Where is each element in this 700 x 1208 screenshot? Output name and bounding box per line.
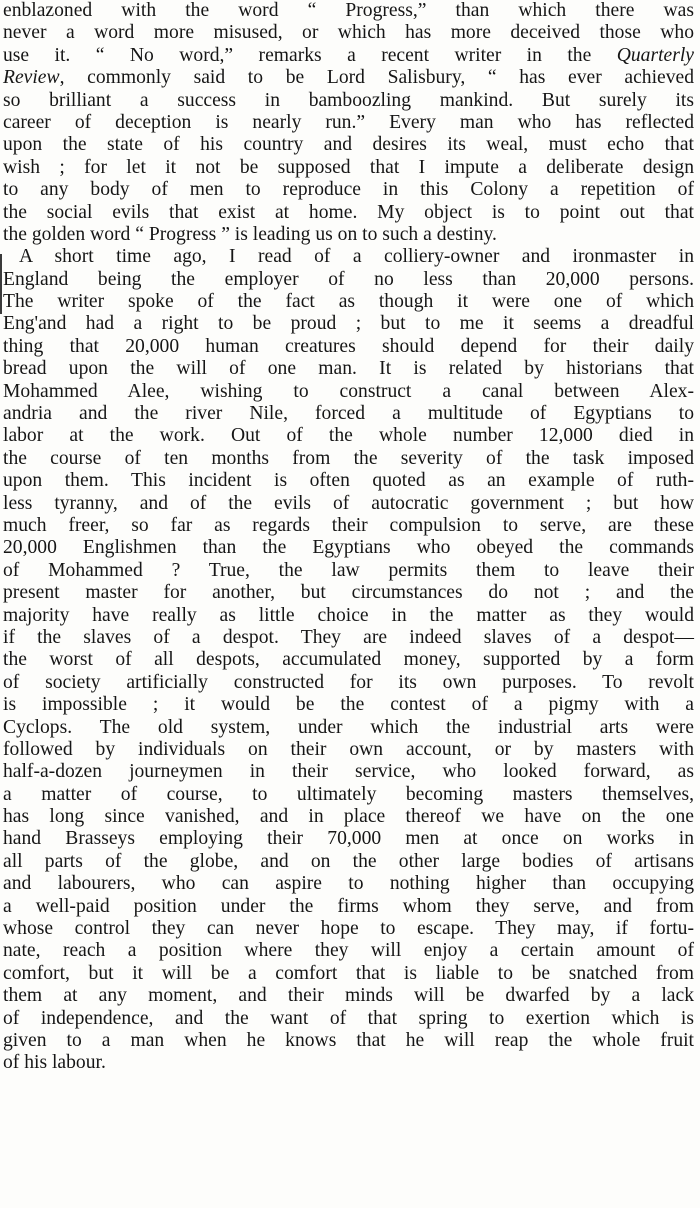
- text-line: hand Brasseys employing their 70,000 men at once on works in: [3, 828, 694, 850]
- text-line: Review, commonly said to be Lord Salisbury, “ has ever achieved: [3, 67, 694, 89]
- text-line: thing that 20,000 human creatures should depend for their daily: [3, 335, 694, 357]
- text-line: comfort, but it will be a comfort that is liable to be snatched from: [3, 962, 694, 984]
- text-line: has long since vanished, and in place thereof we have on the one: [3, 806, 694, 828]
- text-line: of his labour.: [3, 1052, 106, 1074]
- text-line: if the slaves of a despot. They are indeed slaves of a despot—: [3, 626, 694, 648]
- text-line: the worst of all despots, accumulated money, supported by a form: [3, 649, 694, 671]
- text-line: enblazoned with the word “ Progress,” than which there was: [3, 0, 694, 21]
- text-line: the course of ten months from the severity of the task imposed: [3, 447, 694, 469]
- text-line: given to a man when he knows that he will reap the whole fruit: [3, 1029, 694, 1051]
- text-line: The writer spoke of the fact as though it were one of which: [3, 291, 694, 313]
- text-line: so brilliant a success in bamboozling mankind. But surely its: [3, 89, 694, 111]
- text-line: followed by individuals on their own account, or by masters with: [3, 738, 694, 760]
- text-line: Mohammed Alee, wishing to construct a canal between Alex-: [3, 380, 694, 402]
- text-line: is impossible ; it would be the contest of a pigmy with a: [3, 694, 694, 716]
- text-line: Eng'and had a right to be proud ; but to me it seems a dreadful: [3, 313, 694, 335]
- text-line: the social evils that exist at home. My object is to point out that: [3, 201, 694, 223]
- text-line: less tyranny, and of the evils of autocratic government ; but how: [3, 492, 694, 514]
- text-line: andria and the river Nile, forced a multitude of Egyptians to: [3, 403, 694, 425]
- text-line: England being the employer of no less than 20,000 persons.: [3, 268, 694, 290]
- text-line: whose control they can never hope to escape. They may, if fortu-: [3, 918, 694, 940]
- text-line: to any body of men to reproduce in this Colony a repetition of: [3, 179, 694, 201]
- text-line: present master for another, but circumstances do not ; and the: [3, 582, 694, 604]
- text-line: of independence, and the want of that spring to exertion which is: [3, 1007, 694, 1029]
- text-line: much freer, so far as regards their compulsion to serve, are these: [3, 514, 694, 536]
- text-line: a matter of course, to ultimately becoming masters themselves,: [3, 783, 694, 805]
- text-line: A short time ago, I read of a colliery-owner and ironmaster in: [19, 246, 694, 268]
- paragraph-1: [3, 0, 694, 246]
- text-line: and labourers, who can aspire to nothing higher than occupying: [3, 873, 694, 895]
- text-line: all parts of the globe, and on the other large bodies of artisans: [3, 850, 694, 872]
- text-line: them at any moment, and their minds will be dwarfed by a lack: [3, 985, 694, 1007]
- text-line: labor at the work. Out of the whole number 12,000 died in: [3, 425, 694, 447]
- text-line: majority have really as little choice in the matter as they would: [3, 604, 694, 626]
- text-line: of Mohammed ? True, the law permits them to leave their: [3, 559, 694, 581]
- text-line: never a word more misused, or which has more deceived those who: [3, 22, 694, 44]
- text-line: a well-paid position under the firms whom they serve, and from: [3, 895, 694, 917]
- column-rule: [0, 254, 2, 314]
- text-line: of society artificially constructed for its own purposes. To revolt: [3, 671, 694, 693]
- text-line: upon the state of his country and desires its weal, must echo that: [3, 134, 694, 156]
- paragraph-2: [3, 246, 694, 1074]
- text-line: 20,000 Englishmen than the Egyptians who obeyed the commands: [3, 537, 694, 559]
- text-line: half-a-dozen journeymen in their service, who looked forward, as: [3, 761, 694, 783]
- text-line: nate, reach a position where they will enjoy a certain amount of: [3, 940, 694, 962]
- text-line: use it. “ No word,” remarks a recent writer in the Quarterly: [3, 44, 694, 66]
- text-line: career of deception is nearly run.” Every man who has reflected: [3, 111, 694, 133]
- text-line: upon them. This incident is often quoted as an example of ruth-: [3, 470, 694, 492]
- text-line: Cyclops. The old system, under which the industrial arts were: [3, 716, 694, 738]
- text-line: wish ; for let it not be supposed that I impute a deliberate design: [3, 156, 694, 178]
- text-column: [3, 0, 694, 1075]
- text-line: bread upon the will of one man. It is related by historians that: [3, 358, 694, 380]
- text-line: the golden word “ Progress ” is leading us on to such a destiny.: [3, 223, 497, 245]
